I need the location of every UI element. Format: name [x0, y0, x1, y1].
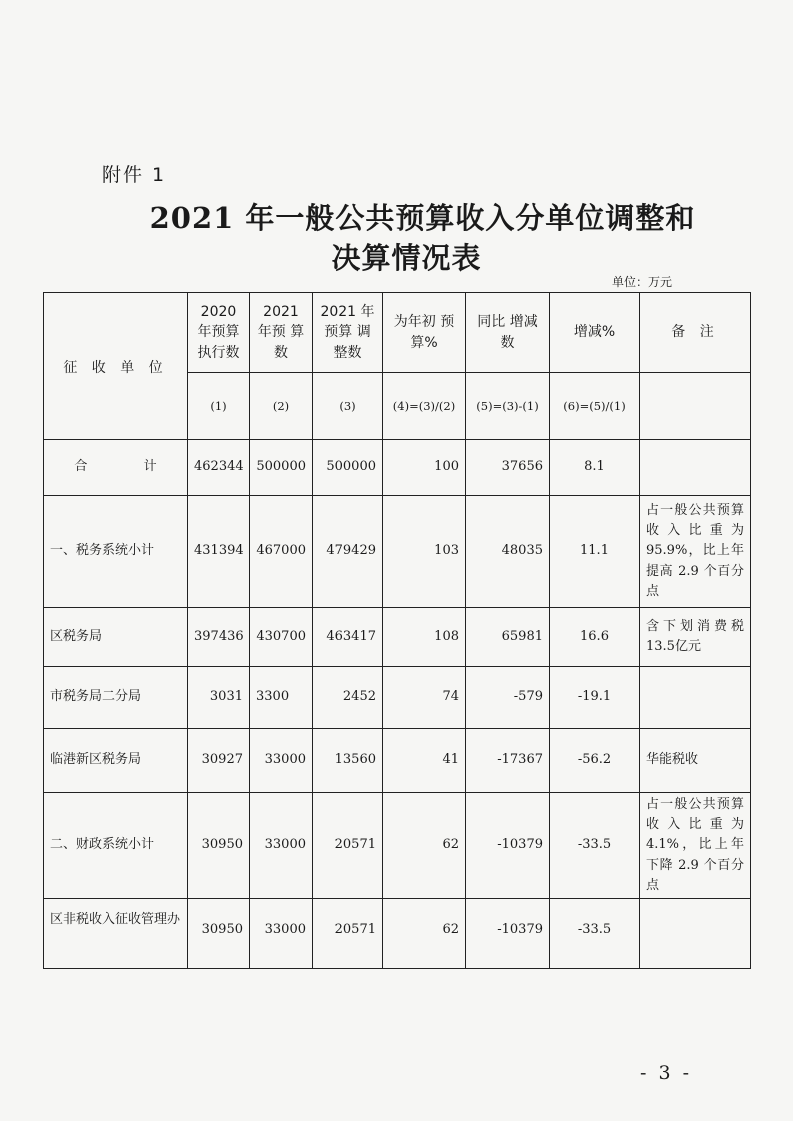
- row-note: 华能税收: [640, 729, 751, 793]
- row-c4: 41: [383, 729, 466, 793]
- header-unit: 征 收 单 位: [44, 293, 188, 440]
- formula-4: (4)=(3)/(2): [383, 373, 466, 440]
- row-c4: 74: [383, 667, 466, 729]
- row-c3: 20571: [313, 899, 383, 969]
- total-c1: 462344: [188, 440, 250, 496]
- row-c3: 463417: [313, 608, 383, 667]
- total-c3: 500000: [313, 440, 383, 496]
- table-row: [44, 899, 751, 969]
- header-col6: 增减%: [550, 293, 640, 373]
- row-c2: 33000: [250, 729, 313, 793]
- table-row: [44, 793, 751, 899]
- table-row: [44, 608, 751, 667]
- row-c5: -579: [466, 667, 550, 729]
- row-c1: 30950: [188, 899, 250, 969]
- formula-2: (2): [250, 373, 313, 440]
- header-col4: 为年初 预算%: [383, 293, 466, 373]
- row-c4: 62: [383, 899, 466, 969]
- unit-label: 单位：万元: [612, 275, 673, 289]
- row-c3: 2452: [313, 667, 383, 729]
- row-c1: 30950: [188, 793, 250, 899]
- row-c4: 103: [383, 496, 466, 608]
- page-number: - 3 -: [640, 1062, 693, 1084]
- total-c2: 500000: [250, 440, 313, 496]
- total-c4: 100: [383, 440, 466, 496]
- attachment-label: 附件 1: [102, 164, 167, 186]
- row-c1: 30927: [188, 729, 250, 793]
- row-c2: 3300: [250, 667, 313, 729]
- row-note: 含下划消费税13.5亿元: [640, 608, 751, 667]
- row-c6: -56.2: [550, 729, 640, 793]
- row-c3: 13560: [313, 729, 383, 793]
- row-c1: 431394: [188, 496, 250, 608]
- row-c2: 430700: [250, 608, 313, 667]
- header-col5: 同比 增减数: [466, 293, 550, 373]
- formula-7: [640, 373, 751, 440]
- row-c1: 397436: [188, 608, 250, 667]
- header-col2: 2021 年预 算数: [250, 293, 313, 373]
- row-c2: 33000: [250, 899, 313, 969]
- row-c5: -17367: [466, 729, 550, 793]
- row-note: 占一般公共预算收入比重为4.1%，比上年下降 2.9 个百分点: [640, 793, 751, 899]
- header-row: [44, 293, 751, 373]
- header-col3: 2021 年预算 调整数: [313, 293, 383, 373]
- row-note: [640, 667, 751, 729]
- table-row: [44, 496, 751, 608]
- row-name: 区税务局: [44, 608, 188, 667]
- row-c5: 65981: [466, 608, 550, 667]
- header-col7: 备 注: [640, 293, 751, 373]
- page-title: 2021 年一般公共预算收入分单位调整和: [149, 201, 696, 235]
- formula-1: (1): [188, 373, 250, 440]
- row-c6: -19.1: [550, 667, 640, 729]
- row-name: 一、税务系统小计: [44, 496, 188, 608]
- total-c5: 37656: [466, 440, 550, 496]
- row-c5: -10379: [466, 899, 550, 969]
- row-name: 二、财政系统小计: [44, 793, 188, 899]
- row-c6: 11.1: [550, 496, 640, 608]
- formula-5: (5)=(3)-(1): [466, 373, 550, 440]
- table-row: [44, 667, 751, 729]
- row-c1: 3031: [188, 667, 250, 729]
- formula-6: (6)=(5)/(1): [550, 373, 640, 440]
- row-name: 区非税收入征收管理办: [44, 899, 188, 969]
- row-c6: -33.5: [550, 793, 640, 899]
- row-c3: 479429: [313, 496, 383, 608]
- total-label-b: 计: [143, 459, 157, 475]
- row-note: [640, 899, 751, 969]
- row-note: 占一般公共预算收入比重为95.9%，比上年提高 2.9 个百分点: [640, 496, 751, 608]
- row-c4: 62: [383, 793, 466, 899]
- row-c6: 16.6: [550, 608, 640, 667]
- row-c2: 33000: [250, 793, 313, 899]
- row-c2: 467000: [250, 496, 313, 608]
- row-name: 临港新区税务局: [44, 729, 188, 793]
- header-col1: 2020 年预算 执行数: [188, 293, 250, 373]
- table-row: [44, 729, 751, 793]
- row-c3: 20571: [313, 793, 383, 899]
- total-row: [44, 440, 751, 496]
- row-name: 市税务局二分局: [44, 667, 188, 729]
- total-c6: 8.1: [550, 440, 640, 496]
- total-label-a: 合: [74, 459, 88, 475]
- page-title-line2: 决算情况表: [331, 241, 482, 275]
- formula-3: (3): [313, 373, 383, 440]
- row-c5: 48035: [466, 496, 550, 608]
- budget-table: [43, 292, 751, 969]
- total-note: [640, 440, 751, 496]
- row-c5: -10379: [466, 793, 550, 899]
- total-label: [44, 440, 188, 496]
- row-c4: 108: [383, 608, 466, 667]
- row-c6: -33.5: [550, 899, 640, 969]
